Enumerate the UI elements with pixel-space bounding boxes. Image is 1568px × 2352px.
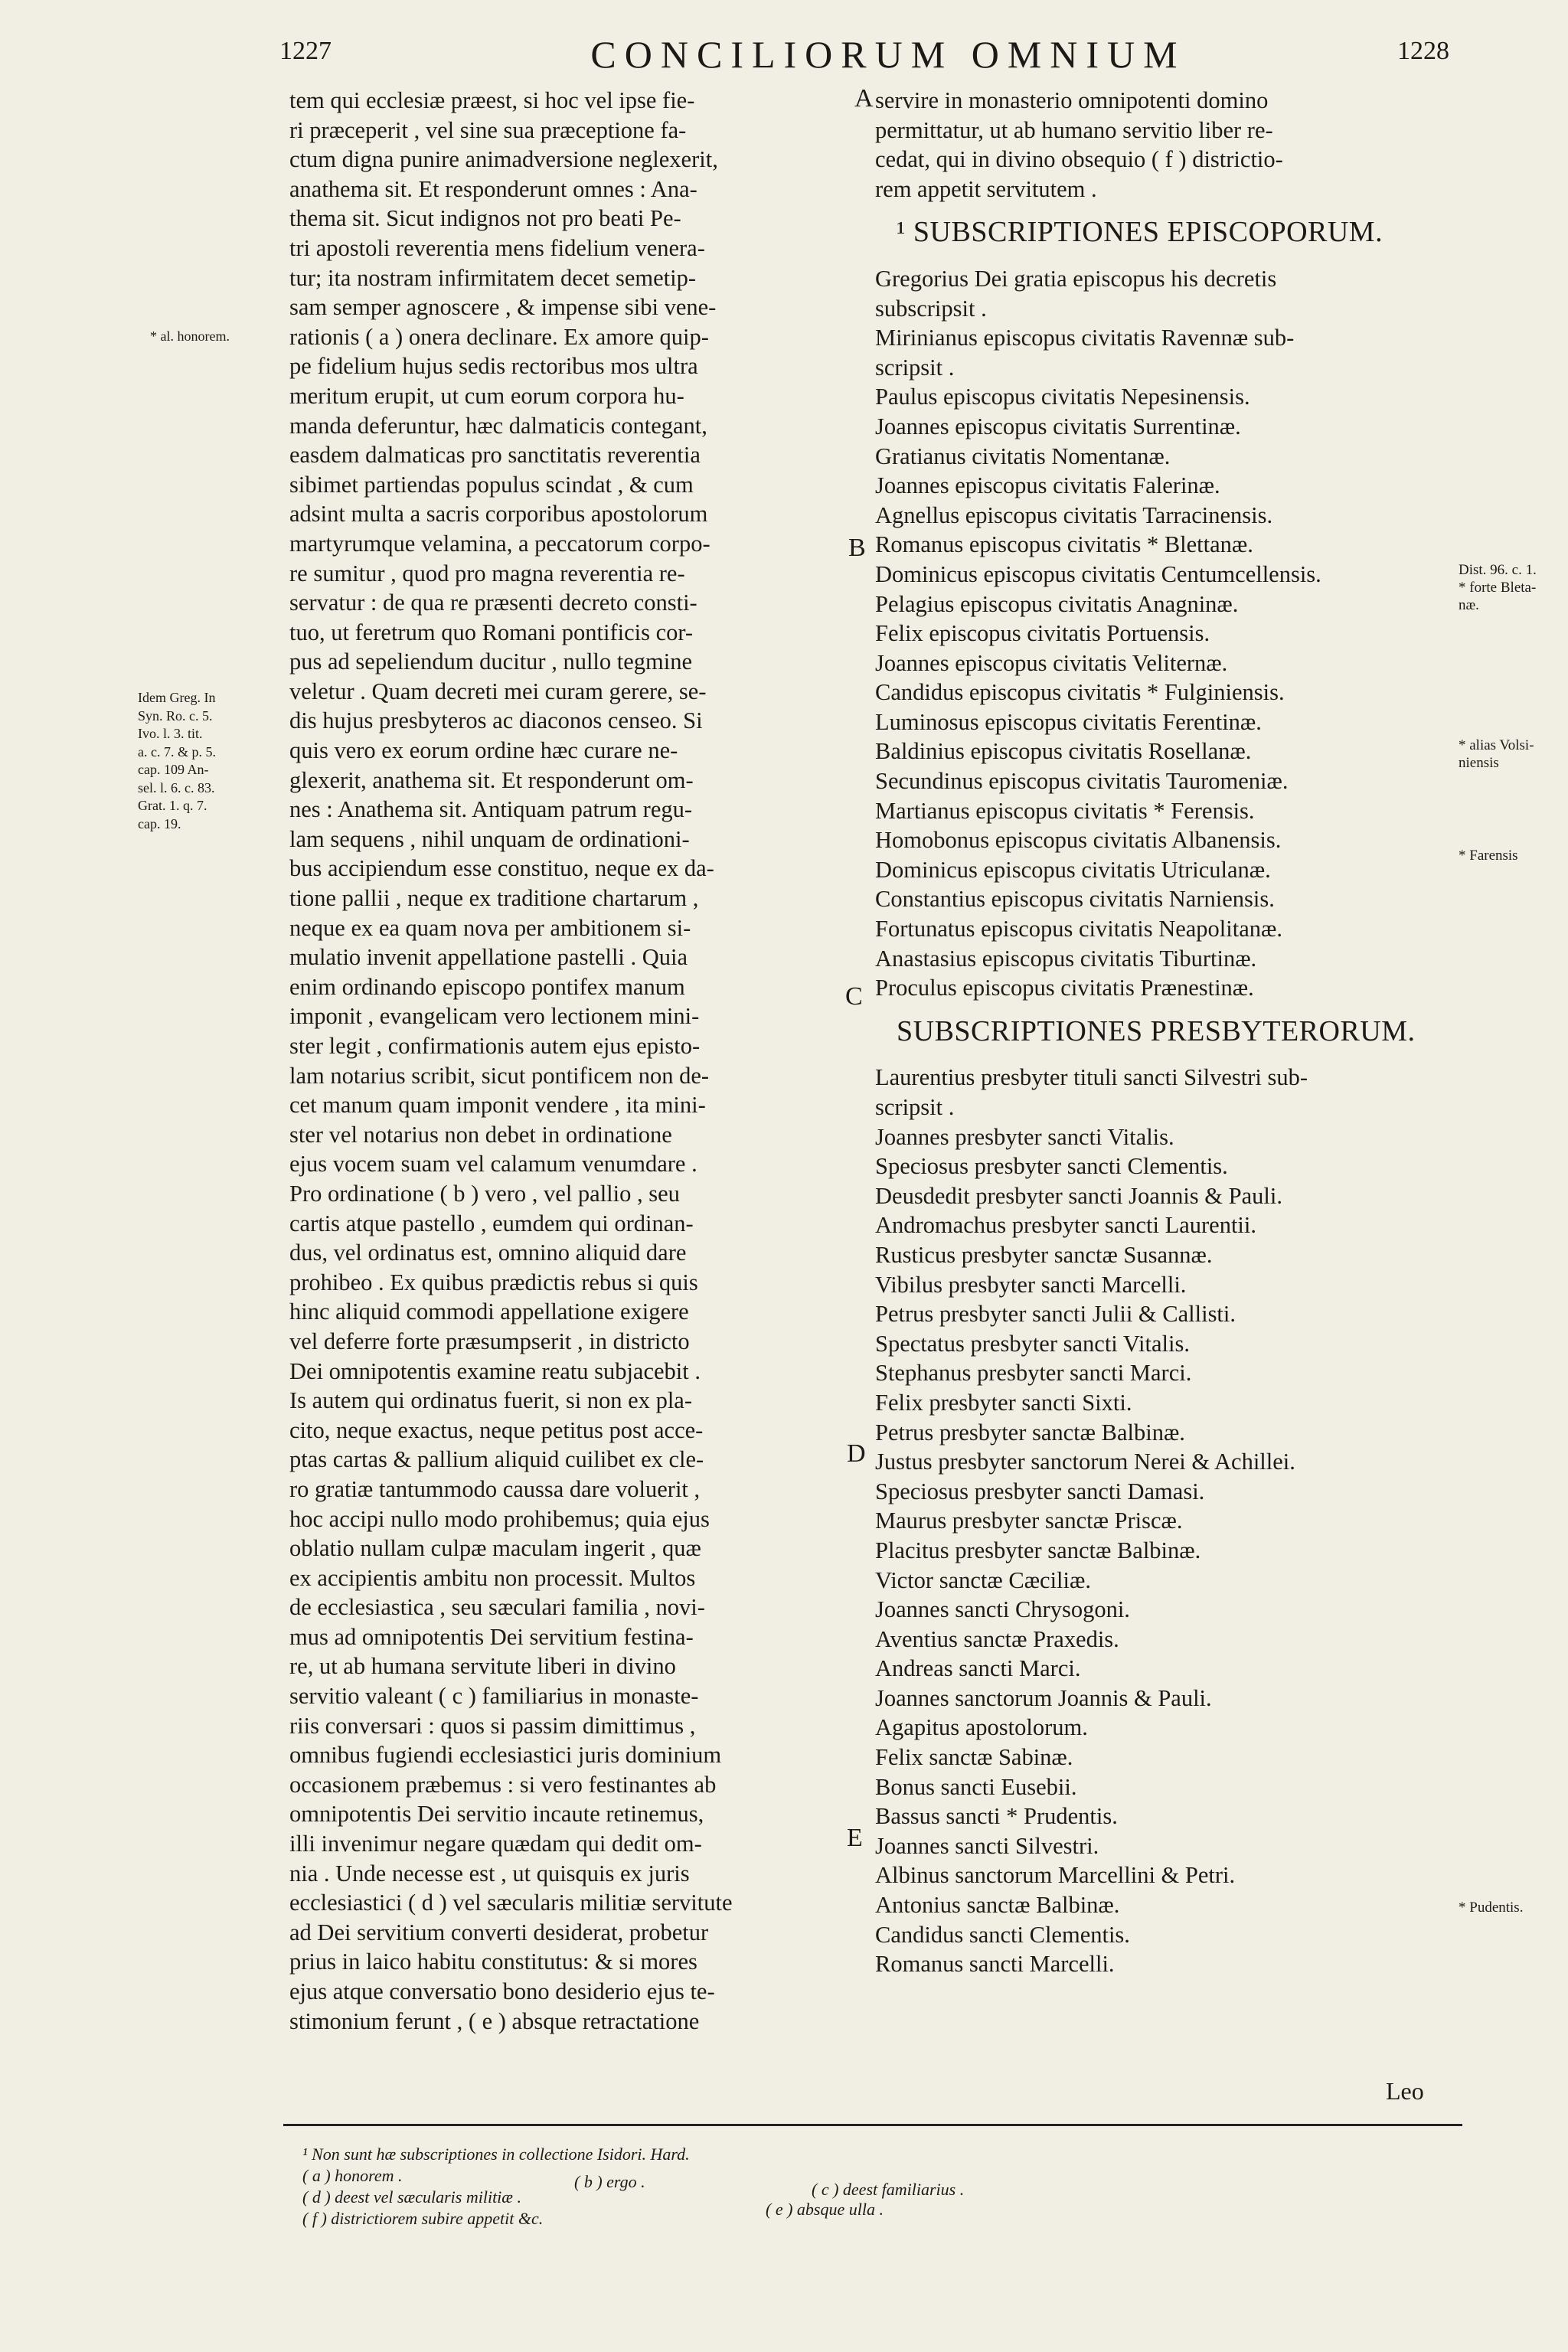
episcopi-list xyxy=(875,264,1472,1003)
text-line: sam semper agnoscere , & impense sibi vene- xyxy=(289,294,717,321)
left-column xyxy=(289,86,864,2036)
text-line: meritum erupit, ut cum eorum corpora hu- xyxy=(289,382,684,409)
subscription-line: Joannes sanctorum Joannis & Pauli. xyxy=(875,1684,1212,1711)
text-line: rem appetit servitutem . xyxy=(875,175,1097,202)
footnote-e: ( e ) absque ulla . xyxy=(766,2200,884,2219)
text-line: enim ordinando episcopo pontifex manum xyxy=(289,973,685,1000)
margin-note-dist: Dist. 96. c. 1. * forte Bleta- næ. xyxy=(1459,562,1537,613)
subscription-line: Bonus sancti Eusebii. xyxy=(875,1773,1077,1800)
subscription-line: Speciosus presbyter sancti Clementis. xyxy=(875,1153,1228,1180)
subscription-line: Mirinianus episcopus civitatis Ravennæ sub- xyxy=(875,325,1295,351)
text-line: cedat, qui in divino obsequio ( f ) districtio- xyxy=(875,146,1283,173)
section-letter-b: B xyxy=(848,534,866,562)
text-line: prohibeo . Ex quibus prædictis rebus si quis xyxy=(289,1269,698,1295)
text-line: occasionem præbemus : si vero festinantes ab xyxy=(289,1771,717,1798)
margin-note-volsiniensis: * alias Volsi- niensis xyxy=(1459,737,1534,771)
subscription-line: Gregorius Dei gratia episcopus his decretis xyxy=(875,265,1277,292)
text-line: tem qui ecclesiæ præest, si hoc vel ipse fie- xyxy=(289,87,695,113)
text-line: bus accipiendum esse constituo, neque ex da- xyxy=(289,855,714,882)
text-line: ejus atque conversatio bono desiderio ejus te- xyxy=(289,1978,715,2004)
margin-note-honorem: * al. honorem. xyxy=(150,328,230,344)
text-line: lam sequens , nihil unquam de ordinationi- xyxy=(289,825,690,852)
subscription-line: Petrus presbyter sancti Julii & Callisti. xyxy=(875,1301,1236,1328)
presbyteri-list xyxy=(875,1063,1472,1978)
subscription-line: Albinus sanctorum Marcellini & Petri. xyxy=(875,1862,1236,1889)
subscription-line: scripsit . xyxy=(875,1094,955,1120)
subscription-line: Fortunatus episcopus civitatis Neapolitanæ. xyxy=(875,916,1282,942)
text-line: hinc aliquid commodi appellatione exigere xyxy=(289,1298,689,1325)
section-letter-a: A xyxy=(854,84,874,113)
text-line: omnipotentis Dei servitio incaute retinemus, xyxy=(289,1801,704,1828)
subscription-line: Rusticus presbyter sanctæ Susannæ. xyxy=(875,1241,1213,1268)
text-line: omnibus fugiendi ecclesiastici juris dominium xyxy=(289,1742,722,1769)
subscription-line: Anastasius episcopus civitatis Tiburtinæ. xyxy=(875,945,1257,972)
subscription-line: Felix episcopus civitatis Portuensis. xyxy=(875,620,1210,647)
footnote-f: ( f ) districtiorem subire appetit &c. xyxy=(302,2209,544,2228)
margin-note-farensis: * Farensis xyxy=(1459,848,1518,864)
subscription-line: Romanus episcopus civitatis * Blettanæ. xyxy=(875,531,1253,558)
text-line: tione pallii , neque ex traditione chartarum , xyxy=(289,885,699,912)
subscription-line: Agapitus apostolorum. xyxy=(875,1714,1088,1741)
margin-note-references: Idem Greg. In Syn. Ro. c. 5. Ivo. l. 3. tit. a. c. 7. & p. 5. cap. 109 An- sel. l. 6. c. 83. Grat. 1. q. 7. cap. 19. xyxy=(138,690,216,831)
text-line: dis hujus presbyteros ac diaconos censeo. Si xyxy=(289,707,703,734)
text-line: de ecclesiastica , seu sæculari familia , novi- xyxy=(289,1594,705,1621)
subscription-line: Laurentius presbyter tituli sancti Silvestri sub- xyxy=(875,1064,1308,1091)
text-line: Is autem qui ordinatus fuerit, si non ex pla- xyxy=(289,1387,693,1414)
text-line: hoc accipi nullo modo prohibemus; quia ejus xyxy=(289,1505,710,1532)
subscription-line: Joannes presbyter sancti Vitalis. xyxy=(875,1123,1174,1150)
text-line: ri præceperit , vel sine sua præceptione fa- xyxy=(289,116,687,143)
text-line: oblatio nullam culpæ maculam ingerit , quæ xyxy=(289,1535,701,1562)
subscription-line: Proculus episcopus civitatis Prænestinæ. xyxy=(875,975,1254,1001)
subscription-line: Aventius sanctæ Praxedis. xyxy=(875,1625,1119,1652)
subscription-line: Maurus presbyter sanctæ Priscæ. xyxy=(875,1508,1183,1534)
subscription-line: Pelagius episcopus civitatis Anagninæ. xyxy=(875,590,1239,617)
subscription-line: Paulus episcopus civitatis Nepesinensis. xyxy=(875,384,1250,410)
text-line: glexerit, anathema sit. Et responderunt om- xyxy=(289,766,694,793)
subscription-line: Candidus episcopus civitatis * Fulginiensis. xyxy=(875,679,1285,706)
catchword: Leo xyxy=(1386,2077,1424,2105)
running-title: CONCILIORUM OMNIUM xyxy=(590,33,1186,76)
text-line: cito, neque exactus, neque petitus post acce- xyxy=(289,1416,704,1443)
subscription-line: Candidus sancti Clementis. xyxy=(875,1921,1130,1948)
text-line: vel deferre forte præsumpserit , in districto xyxy=(289,1328,690,1354)
text-line: ecclesiastici ( d ) vel sæcularis militiæ servitute xyxy=(289,1890,733,1916)
text-line: thema sit. Sicut indignos not pro beati Pe- xyxy=(289,205,681,232)
text-line: Dei omnipotentis examine reatu subjacebit . xyxy=(289,1357,701,1384)
footnote-a: ( a ) honorem . xyxy=(302,2166,403,2185)
text-line: nes : Anathema sit. Antiquam patrum regu- xyxy=(289,796,693,823)
subscription-line: Luminosus episcopus civitatis Ferentinæ. xyxy=(875,708,1262,735)
subscription-line: Felix presbyter sancti Sixti. xyxy=(875,1389,1132,1416)
subscription-line: Andromachus presbyter sancti Laurentii. xyxy=(875,1212,1257,1239)
subscription-line: Antonius sanctæ Balbinæ. xyxy=(875,1892,1120,1919)
text-line: easdem dalmaticas pro sanctitatis reverentia xyxy=(289,442,701,469)
subscription-line: Joannes sancti Chrysogoni. xyxy=(875,1596,1130,1623)
subscription-line: Speciosus presbyter sancti Damasi. xyxy=(875,1478,1205,1504)
subscription-line: Petrus presbyter sanctæ Balbinæ. xyxy=(875,1419,1185,1446)
text-line: ster vel notarius non debet in ordinatione xyxy=(289,1121,672,1148)
subscription-line: Constantius episcopus civitatis Narniensis. xyxy=(875,886,1275,913)
text-line: servatur : de qua re præsenti decreto consti- xyxy=(289,590,697,616)
footnote-rule xyxy=(283,2124,1462,2126)
section-letter-d: D xyxy=(847,1439,866,1468)
text-line: ster legit , confirmationis autem ejus episto- xyxy=(289,1033,701,1059)
text-line: neque ex ea quam nova per ambitionem si- xyxy=(289,914,691,941)
subscription-line: Joannes sancti Silvestri. xyxy=(875,1832,1099,1859)
subscription-line: Joannes episcopus civitatis Surrentinæ. xyxy=(875,413,1241,439)
margin-note-pudentis: * Pudentis. xyxy=(1459,1900,1524,1916)
text-line: nia . Unde necesse est , ut quisquis ex juris xyxy=(289,1860,690,1886)
subscription-line: Vibilus presbyter sancti Marcelli. xyxy=(875,1271,1187,1298)
text-line: ro gratiæ tantummodo caussa dare voluerit , xyxy=(289,1475,701,1502)
subscription-line: Martianus episcopus civitatis * Ferensis. xyxy=(875,797,1255,824)
text-line: quis vero ex eorum ordine hæc curare ne- xyxy=(289,737,678,764)
page-number-left: 1227 xyxy=(279,37,332,65)
text-line: adsint multa a sacris corporibus apostolorum xyxy=(289,501,708,528)
section-letter-e: E xyxy=(847,1824,863,1852)
subscription-line: Victor sanctæ Cæciliæ. xyxy=(875,1566,1091,1593)
heading-subscriptiones-episcoporum: ¹ SUBSCRIPTIONES EPISCOPORUM. xyxy=(897,216,1383,249)
subscription-line: Felix sanctæ Sabinæ. xyxy=(875,1744,1073,1771)
text-line: permittatur, ut ab humano servitio liber re- xyxy=(875,116,1273,143)
subscription-line: Homobonus episcopus civitatis Albanensis. xyxy=(875,827,1282,854)
subscription-line: Baldinius episcopus civitatis Rosellanæ. xyxy=(875,738,1252,765)
text-line: pus ad sepeliendum ducitur , nullo tegmine xyxy=(289,648,693,675)
text-line: ad Dei servitium converti desiderat, probetur xyxy=(289,1919,709,1945)
footnote-d: ( d ) deest vel sæcularis militiæ . xyxy=(302,2187,521,2207)
text-line: ptas cartas & pallium aliquid cuilibet ex cle- xyxy=(289,1446,704,1473)
text-line: riis conversari : quos si passim dimittimus , xyxy=(289,1712,696,1739)
text-line: mus ad omnipotentis Dei servitium festina- xyxy=(289,1623,694,1650)
text-line: dus, vel ordinatus est, omnino aliquid dare xyxy=(289,1240,687,1266)
text-line: re, ut ab humana servitute liberi in divino xyxy=(289,1653,676,1680)
text-line: anathema sit. Et responderunt omnes : Ana- xyxy=(289,175,697,202)
text-line: cet manum quam imponit vendere , ita mini- xyxy=(289,1092,706,1119)
text-line: martyrumque velamina, a peccatorum corpo- xyxy=(289,530,710,557)
subscription-line: Justus presbyter sanctorum Nerei & Achillei. xyxy=(875,1449,1295,1475)
text-line: stimonium ferunt , ( e ) absque retractatione xyxy=(289,2007,700,2034)
text-line: Pro ordinatione ( b ) vero , vel pallio , seu xyxy=(289,1180,680,1207)
subscription-line: Dominicus episcopus civitatis Centumcellensis. xyxy=(875,560,1321,587)
subscription-line: Joannes episcopus civitatis Falerinæ. xyxy=(875,472,1220,499)
text-line: tri apostoli reverentia mens fidelium venera- xyxy=(289,234,705,261)
page-number-right: 1228 xyxy=(1397,37,1449,65)
subscription-line: Gratianus civitatis Nomentanæ. xyxy=(875,443,1171,469)
text-line: sibimet partiendas populus scindat , & cum xyxy=(289,471,694,498)
text-line: veletur . Quam decreti mei curam gerere, se- xyxy=(289,678,707,704)
text-line: cartis atque pastello , eumdem qui ordinan- xyxy=(289,1210,694,1236)
text-line: illi invenimur negare quædam qui dedit om- xyxy=(289,1831,702,1857)
subscription-line: Joannes episcopus civitatis Veliternæ. xyxy=(875,649,1228,676)
subscription-line: scripsit . xyxy=(875,354,955,381)
text-line: ex accipientis ambitu non processit. Multos xyxy=(289,1564,696,1591)
heading-subscriptiones-presbyterorum: SUBSCRIPTIONES PRESBYTERORUM. xyxy=(897,1014,1416,1047)
text-line: lam notarius scribit, sicut pontificem non de- xyxy=(289,1062,710,1089)
text-line: servitio valeant ( c ) familiarius in monaste- xyxy=(289,1683,699,1710)
subscription-line: Deusdedit presbyter sancti Joannis & Pauli. xyxy=(875,1182,1282,1209)
subscription-line: Romanus sancti Marcelli. xyxy=(875,1951,1115,1978)
text-line: ctum digna punire animadversione neglexerit, xyxy=(289,146,718,173)
footnote-b: ( b ) ergo . xyxy=(574,2172,645,2191)
footnote-1: ¹ Non sunt hæ subscriptiones in collectione Isidori. Hard. xyxy=(302,2145,690,2164)
text-line: tuo, ut feretrum quo Romani pontificis cor- xyxy=(289,619,694,645)
subscription-line: Bassus sancti * Prudentis. xyxy=(875,1803,1118,1830)
text-line: rationis ( a ) onera declinare. Ex amore quip- xyxy=(289,323,709,350)
subscription-line: Placitus presbyter sanctæ Balbinæ. xyxy=(875,1537,1201,1563)
text-line: servire in monasterio omnipotenti domino xyxy=(875,87,1269,113)
subscription-line: subscripsit . xyxy=(875,295,987,322)
subscription-line: Andreas sancti Marci. xyxy=(875,1655,1081,1682)
subscription-line: Agnellus episcopus civitatis Tarracinensis. xyxy=(875,501,1273,528)
text-line: ejus vocem suam vel calamum venumdare . xyxy=(289,1151,697,1178)
subscription-line: Secundinus episcopus civitatis Tauromeniæ. xyxy=(875,768,1289,795)
subscription-line: Dominicus episcopus civitatis Utriculanæ. xyxy=(875,856,1271,883)
text-line: mulatio invenit appellatione pastelli . Quia xyxy=(289,944,688,971)
subscription-line: Spectatus presbyter sancti Vitalis. xyxy=(875,1330,1190,1357)
subscription-line: Stephanus presbyter sancti Marci. xyxy=(875,1360,1192,1387)
text-line: tur; ita nostram infirmitatem decet semetip- xyxy=(289,264,697,291)
text-line: re sumitur , quod pro magna reverentia re- xyxy=(289,560,685,586)
text-line: imponit , evangelicam vero lectionem mini- xyxy=(289,1003,700,1030)
footnote-c: ( c ) deest familiarius . xyxy=(812,2180,965,2199)
text-line: pe fidelium hujus sedis rectoribus mos ultra xyxy=(289,353,698,380)
right-column xyxy=(875,86,1472,1979)
text-line: prius in laico habitu constitutus: & si mores xyxy=(289,1949,697,1975)
right-column-continuation xyxy=(875,86,1472,204)
section-letter-c: C xyxy=(845,982,863,1011)
text-line: manda deferuntur, hæc dalmaticis contegant, xyxy=(289,412,707,439)
